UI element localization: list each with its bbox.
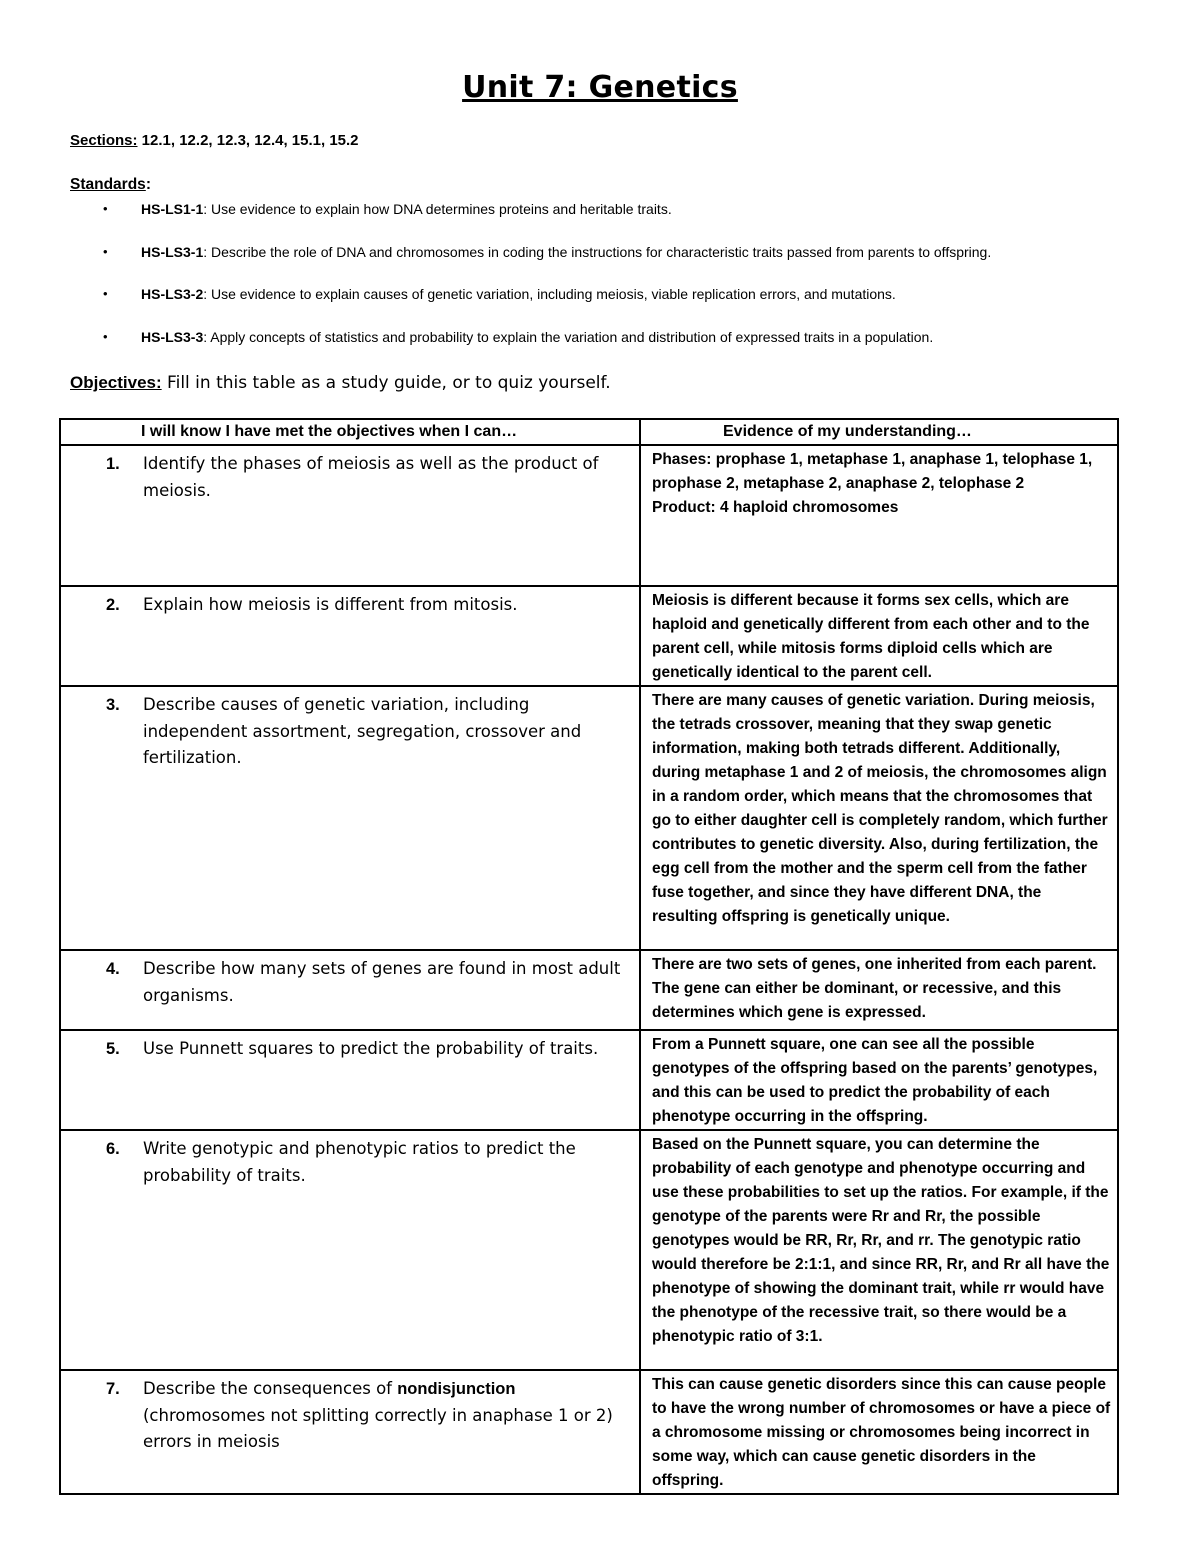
objective-cell [60,586,640,686]
objective-cell [60,445,640,586]
sections-line [70,132,359,149]
evidence-cell [640,1130,1118,1370]
objective-cell [60,1130,640,1370]
table-header-row [60,419,1118,445]
evidence-cell [640,686,1118,950]
evidence-cell [640,586,1118,686]
evidence-text: Phases: prophase 1, metaphase 1, anaphase 1, telophase 1, prophase 2, metaphase 2, anaphase 2, telophase 2 [652,451,1093,492]
evidence-cell [640,1370,1118,1494]
evidence-text: This can cause genetic disorders since this can cause people to have the wrong number of chromosomes or have a piece of a chromosome missing or chromosomes being incorrect in some way, which can cause genetic disorders in the offspring. [652,1376,1111,1489]
evidence-cell [640,950,1118,1030]
standards-heading [70,176,151,194]
row-number: 6. [106,1140,120,1158]
evidence-text: From a Punnett square, one can see all the possible genotypes of the offspring based on the parents’ genotypes, and this can be used to predict the probability of each phenotype occurring in the offspring. [652,1036,1098,1125]
evidence-text: Meiosis is different because it forms sex cells, which are haploid and genetically different from each other and to the parent cell, while mitosis forms diploid cells which are genetically identical to the parent cell. [652,592,1090,681]
row-number: 3. [106,696,120,714]
evidence-text: There are many causes of genetic variation. During meiosis, the tetrads crossover, meaning that they swap genetic information, making both tetrads different. Additionally, during metaphase 1 and 2 of meiosis, the chromosomes align in a random order, which means that the chromosomes that go to either daughter cell is completely random, which further contributes to genetic diversity. Also, during fertilization, the egg cell from the mother and the sperm cell from the father fuse together, and since they have different DNA, the resulting offspring is genetically unique. [652,692,1108,925]
objective-cell [60,950,640,1030]
objectives-line [70,373,611,393]
table-row [60,1370,1118,1494]
standard-code: HS-LS3-1 [141,243,204,260]
standard-text: : Use evidence to explain causes of genetic variation, including meiosis, viable replication errors, and mutations. [203,286,896,302]
objective-text: Identify the phases of meiosis as well as the product of meiosis. [143,454,599,500]
standard-text: : Apply concepts of statistics and probability to explain the variation and distribution of expressed traits in a population. [203,328,934,345]
sections-label: Sections: [70,132,138,149]
objectives-label: Objectives: [70,373,162,392]
page-title: Unit 7: Genetics [462,70,738,105]
standard-item [103,199,1183,242]
objective-cell [60,1030,640,1130]
table-row [60,445,1118,586]
objective-cell [60,1370,640,1494]
objective-cell [60,686,640,950]
table-row [60,686,1118,950]
row-number: 5. [106,1040,120,1058]
objective-text: Explain how meiosis is different from mitosis. [143,595,518,614]
objective-text-pre: Describe the consequences of [143,1379,398,1398]
standard-code: HS-LS1-1 [141,201,204,217]
table-row [60,1030,1118,1130]
objective-text: Use Punnett squares to predict the probability of traits. [143,1039,599,1058]
table-row [60,586,1118,686]
standards-colon: : [145,176,151,193]
row-number: 1. [106,455,120,473]
evidence-text: Based on the Punnett square, you can determine the probability of each genotype and phenotype occurring and use these probabilities to set up the ratios. For example, if the genotype of the parents were Rr and Rr, the possible genotypes would be RR, Rr, Rr, and rr. The genotypic ratio would therefore be 2:1:1, and since RR, Rr, and Rr all have the phenotype of showing the dominant trait, while rr would have the phenotype of the recessive trait, so there would be a phenotypic ratio of 3:1. [652,1136,1110,1345]
objective-text-post: (chromosomes not splitting correctly in anaphase 1 or 2) errors in meiosis [143,1405,613,1451]
row-number: 2. [106,596,120,614]
standard-item [103,284,1183,327]
row-number: 4. [106,960,120,978]
header-evidence: Evidence of my understanding… [640,419,1118,445]
bullet-icon: • [103,201,108,216]
objective-text: Describe how many sets of genes are found in most adult organisms. [143,959,621,1005]
objectives-table [59,418,1119,1495]
objective-text-bold: nondisjunction [397,1380,516,1398]
table-row [60,1130,1118,1370]
evidence-cell [640,445,1118,586]
evidence-text: Product: 4 haploid chromosomes [652,499,899,516]
standard-code: HS-LS3-2 [141,286,204,302]
standard-item [103,242,1183,285]
row-number: 7. [106,1380,120,1398]
sections-value: 12.1, 12.2, 12.3, 12.4, 15.1, 15.2 [137,132,359,149]
objective-text: Describe causes of genetic variation, including independent assortment, segregation, crossover and fertilization. [143,695,582,767]
bullet-icon: • [103,286,108,301]
table-row [60,950,1118,1030]
standard-text: : Use evidence to explain how DNA determines proteins and heritable traits. [203,201,672,217]
header-objectives: I will know I have met the objectives when I can… [60,419,640,445]
standards-label: Standards [70,176,146,193]
objective-text: Write genotypic and phenotypic ratios to predict the probability of traits. [143,1139,576,1185]
evidence-cell [640,1030,1118,1130]
standard-code: HS-LS3-3 [141,328,204,345]
standard-item [103,327,1183,370]
objectives-text: Fill in this table as a study guide, or to quiz yourself. [161,373,611,393]
standards-list [103,199,1183,369]
bullet-icon: • [103,243,108,259]
standard-text: : Describe the role of DNA and chromosomes in coding the instructions for characteristic traits passed from parents to offspring. [203,243,992,260]
bullet-icon: • [103,328,108,344]
evidence-text: There are two sets of genes, one inherited from each parent. The gene can either be dominant, or recessive, and this determines which gene is expressed. [652,956,1097,1021]
